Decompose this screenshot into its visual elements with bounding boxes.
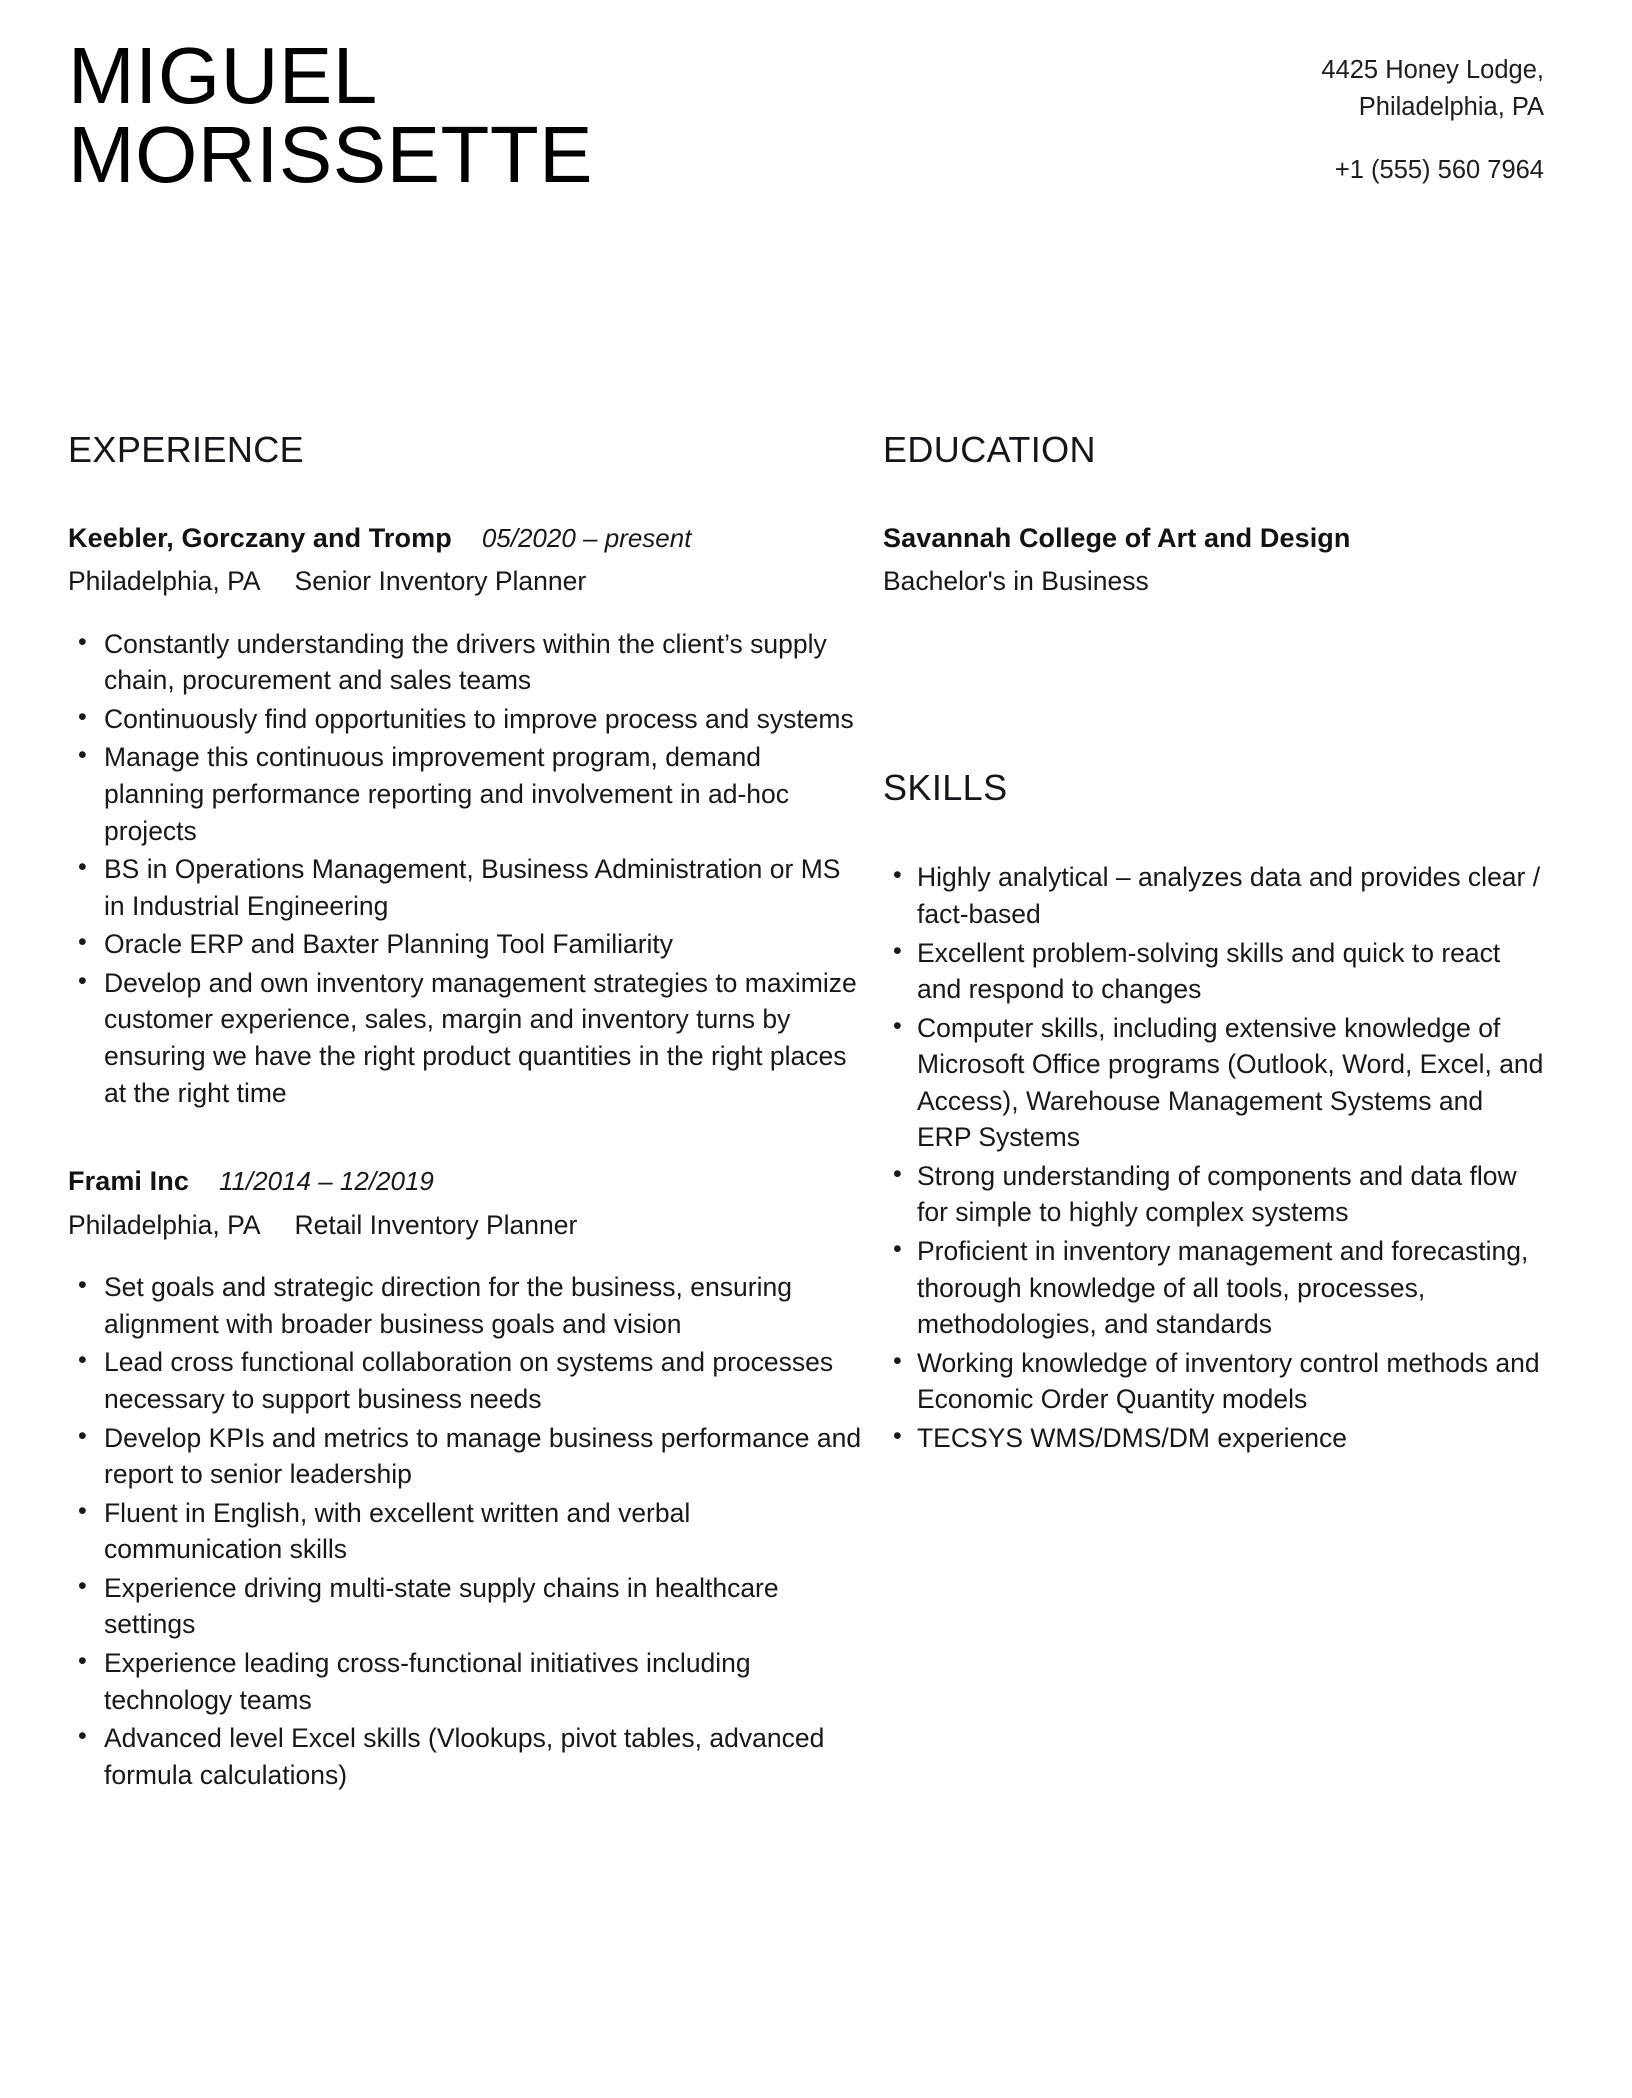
skills-section <box>883 768 1544 1457</box>
experience-entry <box>68 1163 862 1793</box>
experience-entry-headline <box>68 1163 862 1199</box>
resume-body <box>0 430 1632 1795</box>
list-item: • Oracle ERP and Baxter Planning Tool Familiarity <box>68 926 862 963</box>
experience-entry-headline <box>68 520 862 556</box>
education-degree: Bachelor's in Business <box>883 566 1149 597</box>
list-item: • Fluent in English, with excellent written and verbal communication skills <box>68 1495 862 1568</box>
list-item: • Experience leading cross-functional initiatives including technology teams <box>68 1645 862 1718</box>
candidate-last-name: MORISSETTE <box>68 110 594 200</box>
experience-entry <box>68 520 862 1112</box>
list-item: • Experience driving multi-state supply chains in healthcare settings <box>68 1570 862 1643</box>
list-item: • Excellent problem-solving skills and quick to react and respond to changes <box>883 935 1544 1008</box>
section-title-experience: EXPERIENCE <box>68 429 305 470</box>
experience-role: Senior Inventory Planner <box>294 566 587 597</box>
experience-dates: 11/2014 – 12/2019 <box>218 1166 434 1197</box>
experience-entry-subline <box>68 1208 862 1244</box>
contact-address-line-1: 4425 Honey Lodge, <box>1321 56 1544 84</box>
skills-bullet-list <box>883 859 1544 1456</box>
experience-column <box>0 430 862 1795</box>
list-item: • Continuously find opportunities to improve process and systems <box>68 701 862 738</box>
list-item: • BS in Operations Management, Business Administration or MS in Industrial Engineering <box>68 851 862 924</box>
sidebar-column <box>862 430 1632 1458</box>
experience-company: Frami Inc <box>68 1166 189 1197</box>
list-item: • Set goals and strategic direction for the business, ensuring alignment with broader business goals and vision <box>68 1269 862 1342</box>
list-item: • Advanced level Excel skills (Vlookups, pivot tables, advanced formula calculations) <box>68 1720 862 1793</box>
section-title-education: EDUCATION <box>883 429 1096 470</box>
resume-header <box>0 31 1632 200</box>
experience-entry-subline <box>68 564 862 600</box>
list-item: • Develop KPIs and metrics to manage business performance and report to senior leadership <box>68 1420 862 1493</box>
experience-location: Philadelphia, PA <box>68 566 261 597</box>
list-item: • Highly analytical – analyzes data and provides clear / fact-based <box>883 859 1544 932</box>
education-entry <box>883 520 1544 600</box>
list-item: • Constantly understanding the drivers within the client’s supply chain, procurement and sales teams <box>68 626 862 699</box>
experience-company: Keebler, Gorczany and Tromp <box>68 522 452 553</box>
list-item: • Lead cross functional collaboration on systems and processes necessary to support business needs <box>68 1344 862 1417</box>
candidate-name <box>68 31 594 200</box>
list-item: • Manage this continuous improvement program, demand planning performance reporting and involvement in ad-hoc projects <box>68 739 862 849</box>
experience-role: Retail Inventory Planner <box>294 1209 578 1240</box>
experience-bullet-list <box>68 626 862 1111</box>
list-item: • TECSYS WMS/DMS/DM experience <box>883 1420 1544 1457</box>
list-item: • Computer skills, including extensive knowledge of Microsoft Office programs (Outlook, Word, Excel, and Access), Warehouse Management Systems and ERP Systems <box>883 1010 1544 1156</box>
contact-info <box>1321 36 1544 189</box>
education-school: Savannah College of Art and Design <box>883 522 1351 553</box>
list-item: • Strong understanding of components and data flow for simple to highly complex systems <box>883 1158 1544 1231</box>
experience-location: Philadelphia, PA <box>68 1209 261 1240</box>
contact-address-line-2: Philadelphia, PA <box>1358 92 1544 121</box>
contact-phone: +1 (555) 560 7964 <box>1334 155 1544 184</box>
candidate-first-name: MIGUEL <box>68 31 378 120</box>
list-item: • Develop and own inventory management strategies to maximize customer experience, sales, margin and inventory turns by ensuring we have the right product quantities in the right places at the right time <box>68 965 862 1111</box>
experience-bullet-list <box>68 1269 862 1793</box>
experience-dates: 05/2020 – present <box>481 522 692 553</box>
list-item: • Proficient in inventory management and forecasting, thorough knowledge of all tools, processes, methodologies, and standards <box>883 1233 1544 1343</box>
list-item: • Working knowledge of inventory control methods and Economic Order Quantity models <box>883 1345 1544 1418</box>
section-title-skills: SKILLS <box>883 766 1008 808</box>
